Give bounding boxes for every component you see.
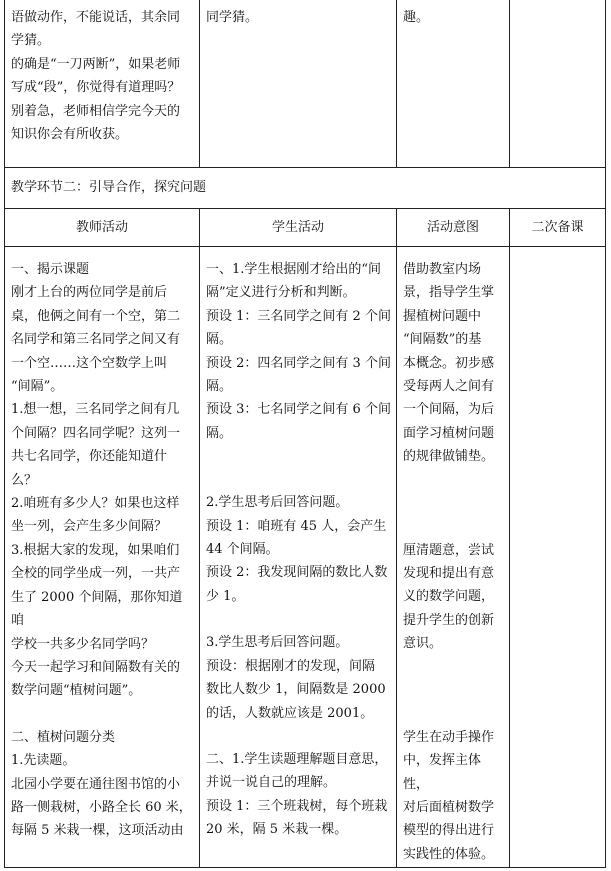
text-line: 受每两人之间有 [403,379,495,395]
text-line: 的规律做铺垫。 [403,449,495,465]
activity-intent-cell [403,258,505,866]
col-divider [199,208,200,868]
text-line: 44 个间隔。 [206,542,279,558]
text-line: 2.咱班有多少人？如果也这样 [11,496,180,512]
text-line: 3.学生思考后回答问题。 [206,635,349,651]
text-line: 路一侧栽树，小路全长 60 米， [11,799,192,815]
text-line: 语做动作，不能说话，其余同 [11,10,181,25]
col-divider [396,208,397,868]
header-teacher-activity: 教师活动 [75,220,128,235]
text-line: “间隔”。 [11,379,64,395]
text-line: “间隔数”的基 [403,332,482,348]
row-divider [4,208,606,209]
text-line: 预设：根据刚才的发现，间隔 [206,658,376,674]
text-line: 2.学生思考后回答问题。 [206,495,349,511]
text-line: 二、1.学生读题理解题目意思， [206,751,388,767]
text-line: 学猜。 [11,33,51,49]
text-line: 二、植树问题分类 [11,729,116,745]
text-line: 北园小学要在通往图书馆的小 [11,776,181,792]
text-line: 知识你会有所收获。 [11,127,129,143]
text-line: 今天一起学习和间隔数有关的 [11,659,181,675]
text-line: 写成“段”，你觉得有道理吗？ [11,80,181,96]
text-line: 预设 2：我发现间隔的数比人数 [206,565,388,581]
text-line: 1.先读题。 [11,753,76,769]
text-line: 么？ [11,472,38,488]
text-line: 一个空……这个空数学上叫 [11,355,168,371]
text-line: 一、揭示课题 [11,262,90,277]
text-line: 学校一共多少名同学吗？ [11,636,155,652]
text-line: 预设 2：四名同学之间有 3 个间 [206,355,391,371]
text-line: 的确是“一刀两断”，如果老师 [11,56,181,72]
student-activity-cell [206,258,392,842]
text-line: 少 1。 [206,588,245,604]
top-teacher-cell [11,6,195,146]
text-line: 模型的得出进行 [403,823,495,839]
top-student-cell [206,6,390,29]
text-line: 意识。 [403,636,443,652]
text-line: 对后面植树数学 [403,799,495,815]
text-line: 提升学生的创新 [403,612,495,628]
text-line: 预设 3：七名同学之间有 6 个间 [206,402,391,418]
text-line: 的话，人数就应该是 2001。 [206,705,374,721]
text-line: 坐一列，会产生多少间隔？ [11,519,168,535]
text-line: 并说一说自己的理解。 [206,775,337,791]
text-line: 面学习植树问题 [403,425,495,441]
text-line: 数学问题“植树问题”。 [11,683,142,699]
text-line: 发现和提出有意 [403,566,495,582]
header-activity-intent: 活动意图 [426,220,479,235]
teacher-activity-cell [11,258,195,843]
text-line: 预设 1：三个班栽树，每个班栽 [206,798,388,814]
header-student-activity: 学生活动 [271,220,324,235]
text-line: 20 米，隔 5 米栽一棵。 [206,822,348,838]
table-bottom-border [4,867,606,868]
text-line: 一个间隔，为后 [403,402,495,418]
text-line: 预设 1：咱班有 45 人，会产生 [206,518,387,534]
text-line: 隔。 [206,332,233,348]
text-line: 生了 2000 个间隔，那你知道咱 [11,589,183,629]
text-line: 本概念。初步感 [403,355,495,371]
lesson-plan-table [4,0,606,868]
text-line: 学生在动手操作 [403,729,495,745]
text-line: 数比人数少 1，间隔数是 2000 [206,682,386,698]
text-line: 3.根据大家的发现，如果咱们 [11,542,180,558]
table-left-border [4,0,5,868]
text-line: 趣。 [403,10,430,25]
text-line: 隔”定义进行分析和判断。 [206,285,356,301]
row-divider [4,167,606,168]
text-line: 桌，他俩之间有一个空，第二 [11,308,181,324]
text-line: 名同学和第三名同学之间又有 [11,332,181,348]
text-line: 中，发挥主体性， [403,753,482,792]
text-line: 隔。 [206,379,233,395]
text-line: 厘清题意，尝试 [403,542,495,558]
header-second-prep: 二次备课 [531,220,584,235]
text-line: 借助教室内场 [403,262,482,277]
text-line: 共七名同学，你还能知道什 [11,449,168,465]
text-line: 1.想一想，三名同学之间有几 [11,402,180,418]
text-line: 义的数学问题， [403,589,495,605]
top-intent-cell [403,6,503,29]
text-line: 每隔 5 米栽一棵，这项活动由 [11,823,184,839]
col-divider [199,0,200,168]
col-divider [396,0,397,168]
table-right-border [605,0,606,868]
text-line: 个间隔？四名同学呢？这列一 [11,425,181,441]
text-line: 握植树问题中 [403,308,482,324]
text-line: 同学猜。 [206,10,259,25]
col-divider [509,0,510,168]
text-line: 隔。 [206,425,233,441]
text-line: 一、1.学生根据刚才给出的“间 [206,262,382,277]
section-title: 教学环节二：引导合作，探究问题 [11,180,207,195]
text-line: 预设 1：三名同学之间有 2 个间 [206,308,391,324]
text-line: 全校的同学坐成一列，一共产 [11,566,181,582]
text-line: 实践性的体验。 [403,846,495,862]
col-divider [509,208,510,868]
text-line: 景，指导学生掌 [403,285,495,301]
text-line: 刚才上台的两位同学是前后 [11,285,168,301]
row-divider [4,246,606,247]
text-line: 别着急，老师相信学完今天的 [11,103,181,119]
